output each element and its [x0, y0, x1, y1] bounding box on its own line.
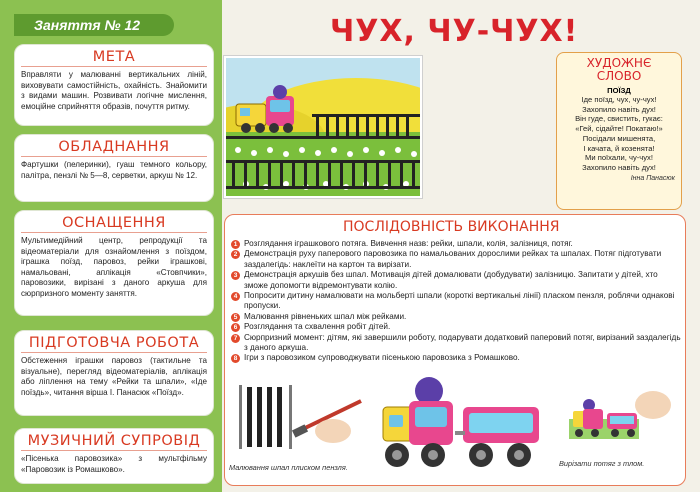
poem-line: Захопило навіть дух!: [582, 104, 656, 114]
step-item: [231, 322, 681, 332]
step-text: Розглядання іграшкового потяга. Вивчення назв: рейки, шпали, колія, залізниця, потяг.: [244, 239, 573, 248]
goal-card: [14, 44, 214, 126]
step-number-2: 2: [231, 250, 240, 259]
left-column: [0, 0, 222, 492]
resources-card: [14, 210, 214, 316]
step-item: [231, 239, 681, 249]
poem-heading-line2: СЛОВО: [596, 69, 642, 83]
step-item: [231, 291, 681, 312]
step-number-4: 4: [231, 292, 240, 301]
step-text: Ігри з паровозиком супроводжувати пісенькою паровозика з Ромашково.: [244, 353, 520, 363]
step-text: Малювання рівненьких шпал між рейками.: [244, 311, 407, 321]
resources-text: Мультимедійний центр, репродукції та відеоматеріали для ознайомлення з поїздом, іграшка поїзд, паровоз, рейки іграшкові, намальовані, аплікація «Стовпчики», паровозики, вирізані з даного аркуша для сюрпризного моменту заняття.: [21, 236, 207, 298]
sequence-box: [224, 214, 686, 486]
paper-train-illustration: [375, 375, 543, 479]
artistic-word-box: [556, 52, 682, 210]
step-item: [231, 333, 681, 354]
step-text: Сюрпризний момент: дітям, які завершили роботу, подарувати додатковий паперовий потяг, вирізаний заздалегідь з даного аркуша.: [244, 332, 681, 353]
music-title: МУЗИЧНИЙ СУПРОВІД: [21, 433, 207, 451]
poem-line: Іде поїзд, чух, чу-чух!: [581, 95, 657, 104]
caption-cutout: Вирізати потяг з тлом.: [559, 459, 645, 468]
poem-line: «Гей, сідайте! Покатаю!»: [575, 124, 663, 134]
caption-brush: Малювання шпал плиском пензля.: [229, 463, 348, 472]
poem-heading-line1: ХУДОЖНЄ: [586, 56, 652, 70]
preparation-text: Обстеження іграшки паровоз (тактильне та візуальне), перегляд відеоматеріалів, аплікація або ліплення на тему «Рейки та шпали», «Іде поїздь», читання вірша І. Панасюк «Поїзд».: [21, 356, 207, 397]
poem-author: Інна Панасюк: [630, 174, 675, 182]
hand-icon: [315, 419, 351, 443]
step-number-7: 7: [231, 334, 240, 343]
train-landscape-illustration: [226, 58, 422, 198]
music-card: [14, 428, 214, 484]
step-text: Демонстрація руху паперового паровозика по намальованих дорослими рейках та шпалах. Потяг підготувати заздалегідь: наклеїти на картон та вирізати.: [244, 249, 662, 269]
equipment-text: Фартушки (пелеринки), гуаш темного кольору, палітра, пензлі № 5—8, серветки, аркуш № 12.: [21, 160, 207, 180]
poem-line: Посідали мишенята,: [582, 133, 656, 143]
step-number-6: 6: [231, 323, 240, 332]
preparation-card: [14, 330, 214, 416]
resources-title: ОСНАЩЕННЯ: [21, 215, 207, 233]
sequence-steps: [231, 239, 681, 364]
goal-title: МЕТА: [21, 49, 207, 67]
sequence-title: ПОСЛІДОВНІСТЬ ВИКОНАННЯ: [343, 219, 560, 235]
goal-text: Вправляти у малюванні вертикальних ліній, виховувати самостійність, охайність. Знайомити з видами машин. Розвивати логічне мислення, емоційне сприйняття образів, почуття ритму.: [21, 70, 207, 111]
step-item: [231, 270, 681, 291]
poem-line: Він гуде, свистить, гукає:: [575, 114, 663, 124]
step-number-5: 5: [231, 313, 240, 322]
poem-title: ПОЇЗД: [607, 86, 631, 95]
step-item: [231, 312, 681, 322]
music-text: «Пісенька паровозика» з мультфільму «Паровозик із Ромашково».: [21, 454, 207, 474]
preparation-title: ПІДГОТОВЧА РОБОТА: [21, 335, 207, 353]
equipment-title: ОБЛАДНАННЯ: [21, 139, 207, 157]
step-text: Розглядання та схвалення робіт дітей.: [244, 322, 391, 332]
cutout-train-illustration: [565, 383, 683, 453]
step-text: Демонстрація аркушів без шпал. Мотивація дітей домалювати (добудувати) залізницю. Запитати у дітей, хто зможе допомогти відремонтувати колію.: [244, 270, 658, 290]
hand-icon: [635, 391, 671, 419]
step-item: [231, 353, 681, 363]
step-text: Попросити дитину намалювати на мольберті шпали (короткі вертикальні лінії) пласком пензля, роблячи однакові пропуски.: [244, 291, 675, 311]
poem-line: Ми поїхали, чу-чух!: [585, 153, 653, 163]
step-number-8: 8: [231, 354, 240, 363]
equipment-card: [14, 134, 214, 202]
step-item: [231, 249, 681, 270]
poem-line: І качата, й козенята!: [583, 143, 655, 153]
brush-painting-illustration: [233, 379, 373, 453]
step-number-3: 3: [231, 271, 240, 280]
page-title: ЧУХ, ЧУ-ЧУХ!: [330, 14, 579, 49]
poem-line: Захопило навіть дух!: [582, 162, 656, 172]
train-landscape-picture: [224, 56, 422, 198]
lesson-number-tab: Заняття № 12: [14, 14, 174, 36]
step-number-1: 1: [231, 240, 240, 249]
